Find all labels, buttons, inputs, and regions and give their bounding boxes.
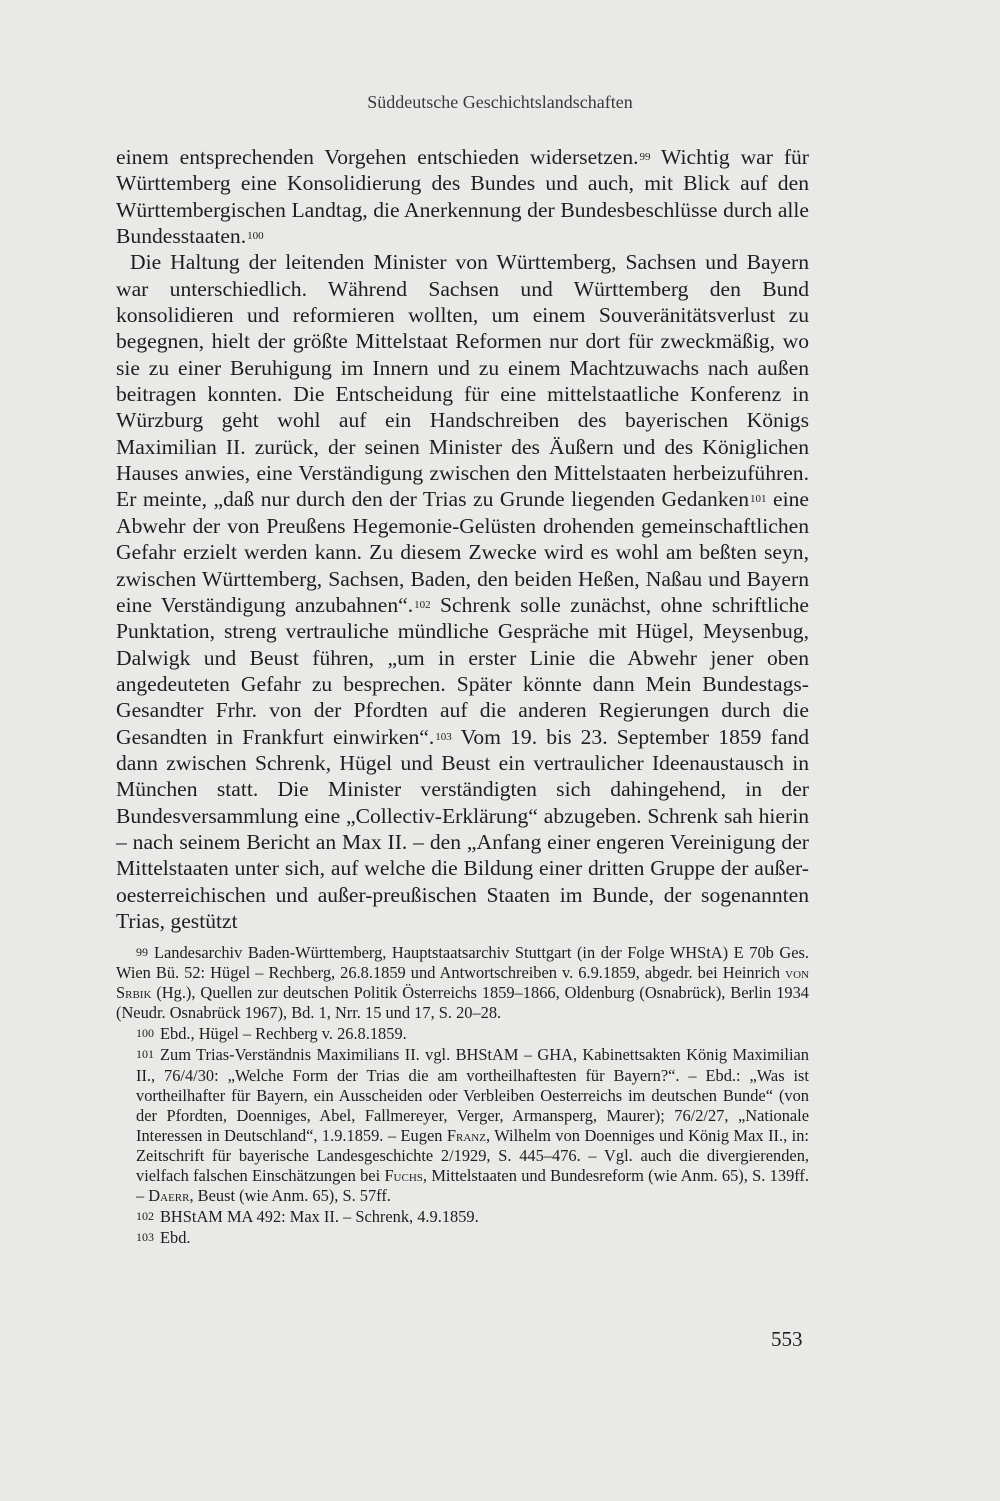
footnote-ref: 102 [414, 598, 431, 611]
footnote-number: 100 [136, 1026, 154, 1041]
text-run: , Mittelstaaten und Bundesreform (wie Anm. 65), S. 139ff. – [136, 1166, 809, 1206]
author-name: Franz [446, 1125, 486, 1145]
footnote-ref: 103 [435, 730, 452, 743]
footnote [116, 1206, 809, 1227]
text-run: Landesarchiv Baden-Württemberg, Hauptstaatsarchiv Stuttgart (in der Folge WHStA) E 70b Ges. Wien Bü. 52: Hügel – Rechberg, 26.8.1859 und Antwortschreiben v. 6.9.1859, abgedr. bei Heinrich [116, 943, 809, 983]
text-run: , Beust (wie Anm. 65), S. 57ff. [189, 1186, 391, 1206]
footnote [116, 1227, 809, 1248]
text-run: Vom 19. bis 23. September 1859 fand dann zwischen Schrenk, Hügel und Beust ein vertraulicher Ideenaustausch in München statt. Die Minister verständigten sich dahingehend, in der Bundesversammlung eine „Collectiv-Erklärung“ abzugeben. Schrenk sah hierin – nach seinem Bericht an Max II. – den „Anfang einer engeren Vereinigung der Mittelstaaten unter sich, auf welche die Bildung einer dritten Gruppe der außer-oesterreichischen und außer-preußischen Staaten im Bunde, der sogenannten Trias, gestützt [116, 724, 809, 933]
text-run: eine Abwehr der von Preußens Hegemonie-Gelüsten drohenden gemeinschaftlichen Gefahr erzielt werden kann. Zu diesem Zwecke wird es wohl am beßten seyn, zwischen Württemberg, Sachsen, Baden, den beiden Heßen, Naßau und Bayern eine Verständigung anzubahnen“. [116, 487, 809, 617]
footnote-number: 102 [136, 1209, 154, 1224]
text-run: Zum Trias-Verständnis Maximilians II. vgl. BHStAM – GHA, Kabinettsakten König Maximilian II., 76/4/30: „Welche Form der Trias die am vortheilhaftesten für Bayern?“. – Ebd.: „Was ist vortheilhafter für Bayern, ein Ausscheiden oder Verbleiben Oesterreichs im deutschen Bunde“ (von der Pfordten, Doenniges, Abel, Fallmereyer, Verger, Armansperg, Maurer); 76/2/27, „Nationale Interessen in Deutschland“, 1.9.1859. – Eugen [136, 1045, 809, 1145]
text-run: Schrenk solle zunächst, ohne schriftliche Punktation, streng vertrauliche mündliche Gespräche mit Hügel, Meysenbug, Dalwigk und Beust führen, „um in erster Linie die Abwehr jener oben angedeuteten Gefahr zu besprechen. Später könnte dann Mein Bundestags-Gesandter Frhr. von der Pfordten auf die anderen Regierungen durch die Gesandten in Frankfurt einwirken“. [116, 592, 810, 749]
text-run: , Wilhelm von Doenniges und König Max II., in: Zeitschrift für bayerische Landesgeschichte 2/1929, S. 445–476. – Vgl. auch die divergierenden, vielfach falschen Einschätzungen bei [136, 1125, 809, 1186]
body-text [116, 144, 809, 934]
author-name: Daerr [148, 1186, 190, 1206]
footnote-number: 101 [136, 1047, 154, 1062]
footnote-ref: 100 [247, 230, 264, 243]
footnote [116, 1023, 809, 1044]
page-number: 553 [771, 1327, 803, 1351]
author-name: Fuchs [384, 1166, 423, 1186]
footnote-ref: 99 [639, 151, 651, 163]
author-name: von Srbik [116, 963, 809, 1003]
text-run: einem entsprechenden Vorgehen entschieden widersetzen. [116, 145, 639, 169]
paragraph [116, 144, 809, 249]
text-run: Ebd., Hügel – Rechberg v. 26.8.1859. [160, 1024, 407, 1044]
footnotes [116, 942, 809, 1248]
footnote-ref: 101 [750, 493, 767, 506]
text-run: Wichtig war für Württemberg eine Konsolidierung des Bundes und auch, mit Blick auf den Württembergischen Landtag, die Anerkennung der Bundesbeschlüsse durch alle Bundesstaaten. [116, 145, 809, 249]
paragraph [116, 249, 809, 934]
text-run: Die Haltung der leitenden Minister von Württemberg, Sachsen und Bayern war unterschiedlich. Während Sachsen und Württemberg den Bund konsolidieren und reformieren wollten, um einem Souveränitätsverlust zu begegnen, hielt der größte Mittelstaat Reformen nur dort für zweckmäßig, wo sie zu einer Beruhigung im Innern und zu einem Machtzuwachs nach außen beitragen konnten. Die Entscheidung für eine mittelstaatliche Konferenz in Würzburg geht wohl auf ein Handschreiben des bayerischen Königs Maximilian II. zurück, der seinen Minister des Äußern und des Königlichen Hauses anwies, eine Verständigung zwischen den Mittelstaaten herbeizuführen. Er meinte, „daß nur durch den der Trias zu Grunde liegenden Gedanken [116, 250, 809, 512]
footnote-number: 103 [136, 1230, 154, 1245]
footnote [116, 942, 809, 1023]
running-head: Süddeutsche Geschichtslandschaften [367, 92, 633, 112]
text-run: Ebd. [160, 1228, 191, 1248]
footnote-number: 99 [136, 945, 148, 959]
text-run: (Hg.), Quellen zur deutschen Politik Österreichs 1859–1866, Oldenburg (Osnabrück), Berlin 1934 (Neudr. Osnabrück 1967), Bd. 1, Nrr. 15 und 17, S. 20–28. [116, 983, 809, 1023]
text-run: BHStAM MA 492: Max II. – Schrenk, 4.9.1859. [160, 1207, 479, 1227]
footnote [116, 1044, 809, 1206]
